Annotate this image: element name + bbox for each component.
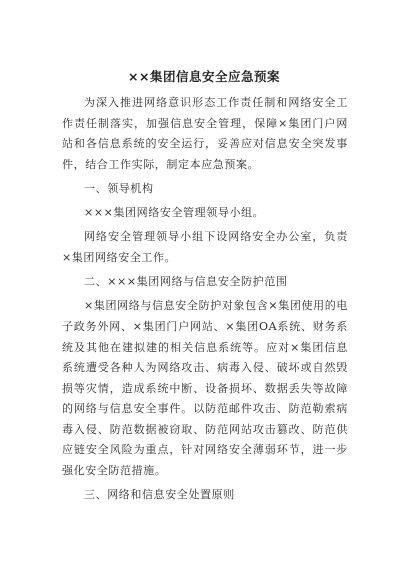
section-heading-handling-principles: 三、网络和信息安全处置原则 (84, 488, 235, 502)
document-body (62, 93, 348, 506)
leadership-group-paragraph: ×××集团网络安全管理领导小组。 (84, 206, 265, 220)
section-heading-leadership: 一、领导机构 (84, 181, 154, 195)
protection-scope-paragraph: ×集团网络与信息安全防护对象包含×集团使用的电子政务外网、×集团门户网站、×集团OA系统、财务系统及其他在建拟建的相关信息系统等。应对×集团信息系统遭受各种人为网络攻击、病毒入侵、破坏或自然毁损等灾情，造成系统中断、设备损坏、数据丢失等故障的网络与信息安全事件。以防范邮件攻击、防范勒索病毒入侵、防范数据被窃取、防范网站攻击篡改、防范供应链安全风险为重点，针对网络安全薄弱环节，进一步强化安全防范措施。 (62, 299, 348, 478)
security-office-paragraph: 网络安全管理领导小组下设网络安全办公室，负责×集团网络安全工作。 (62, 230, 348, 264)
section-heading-protection-scope: 二、×××集团网络与信息安全防护范围 (84, 275, 288, 289)
document-title: ××集团信息安全应急预案 (128, 69, 280, 84)
intro-paragraph: 为深入推进网络意识形态工作责任制和网络安全工作责任制落实，加强信息安全管理，保障×集团门户网站和各信息系统的安全运行，妥善应对信息安全突发事件，结合工作实际，制定本应急预案。 (62, 96, 348, 171)
